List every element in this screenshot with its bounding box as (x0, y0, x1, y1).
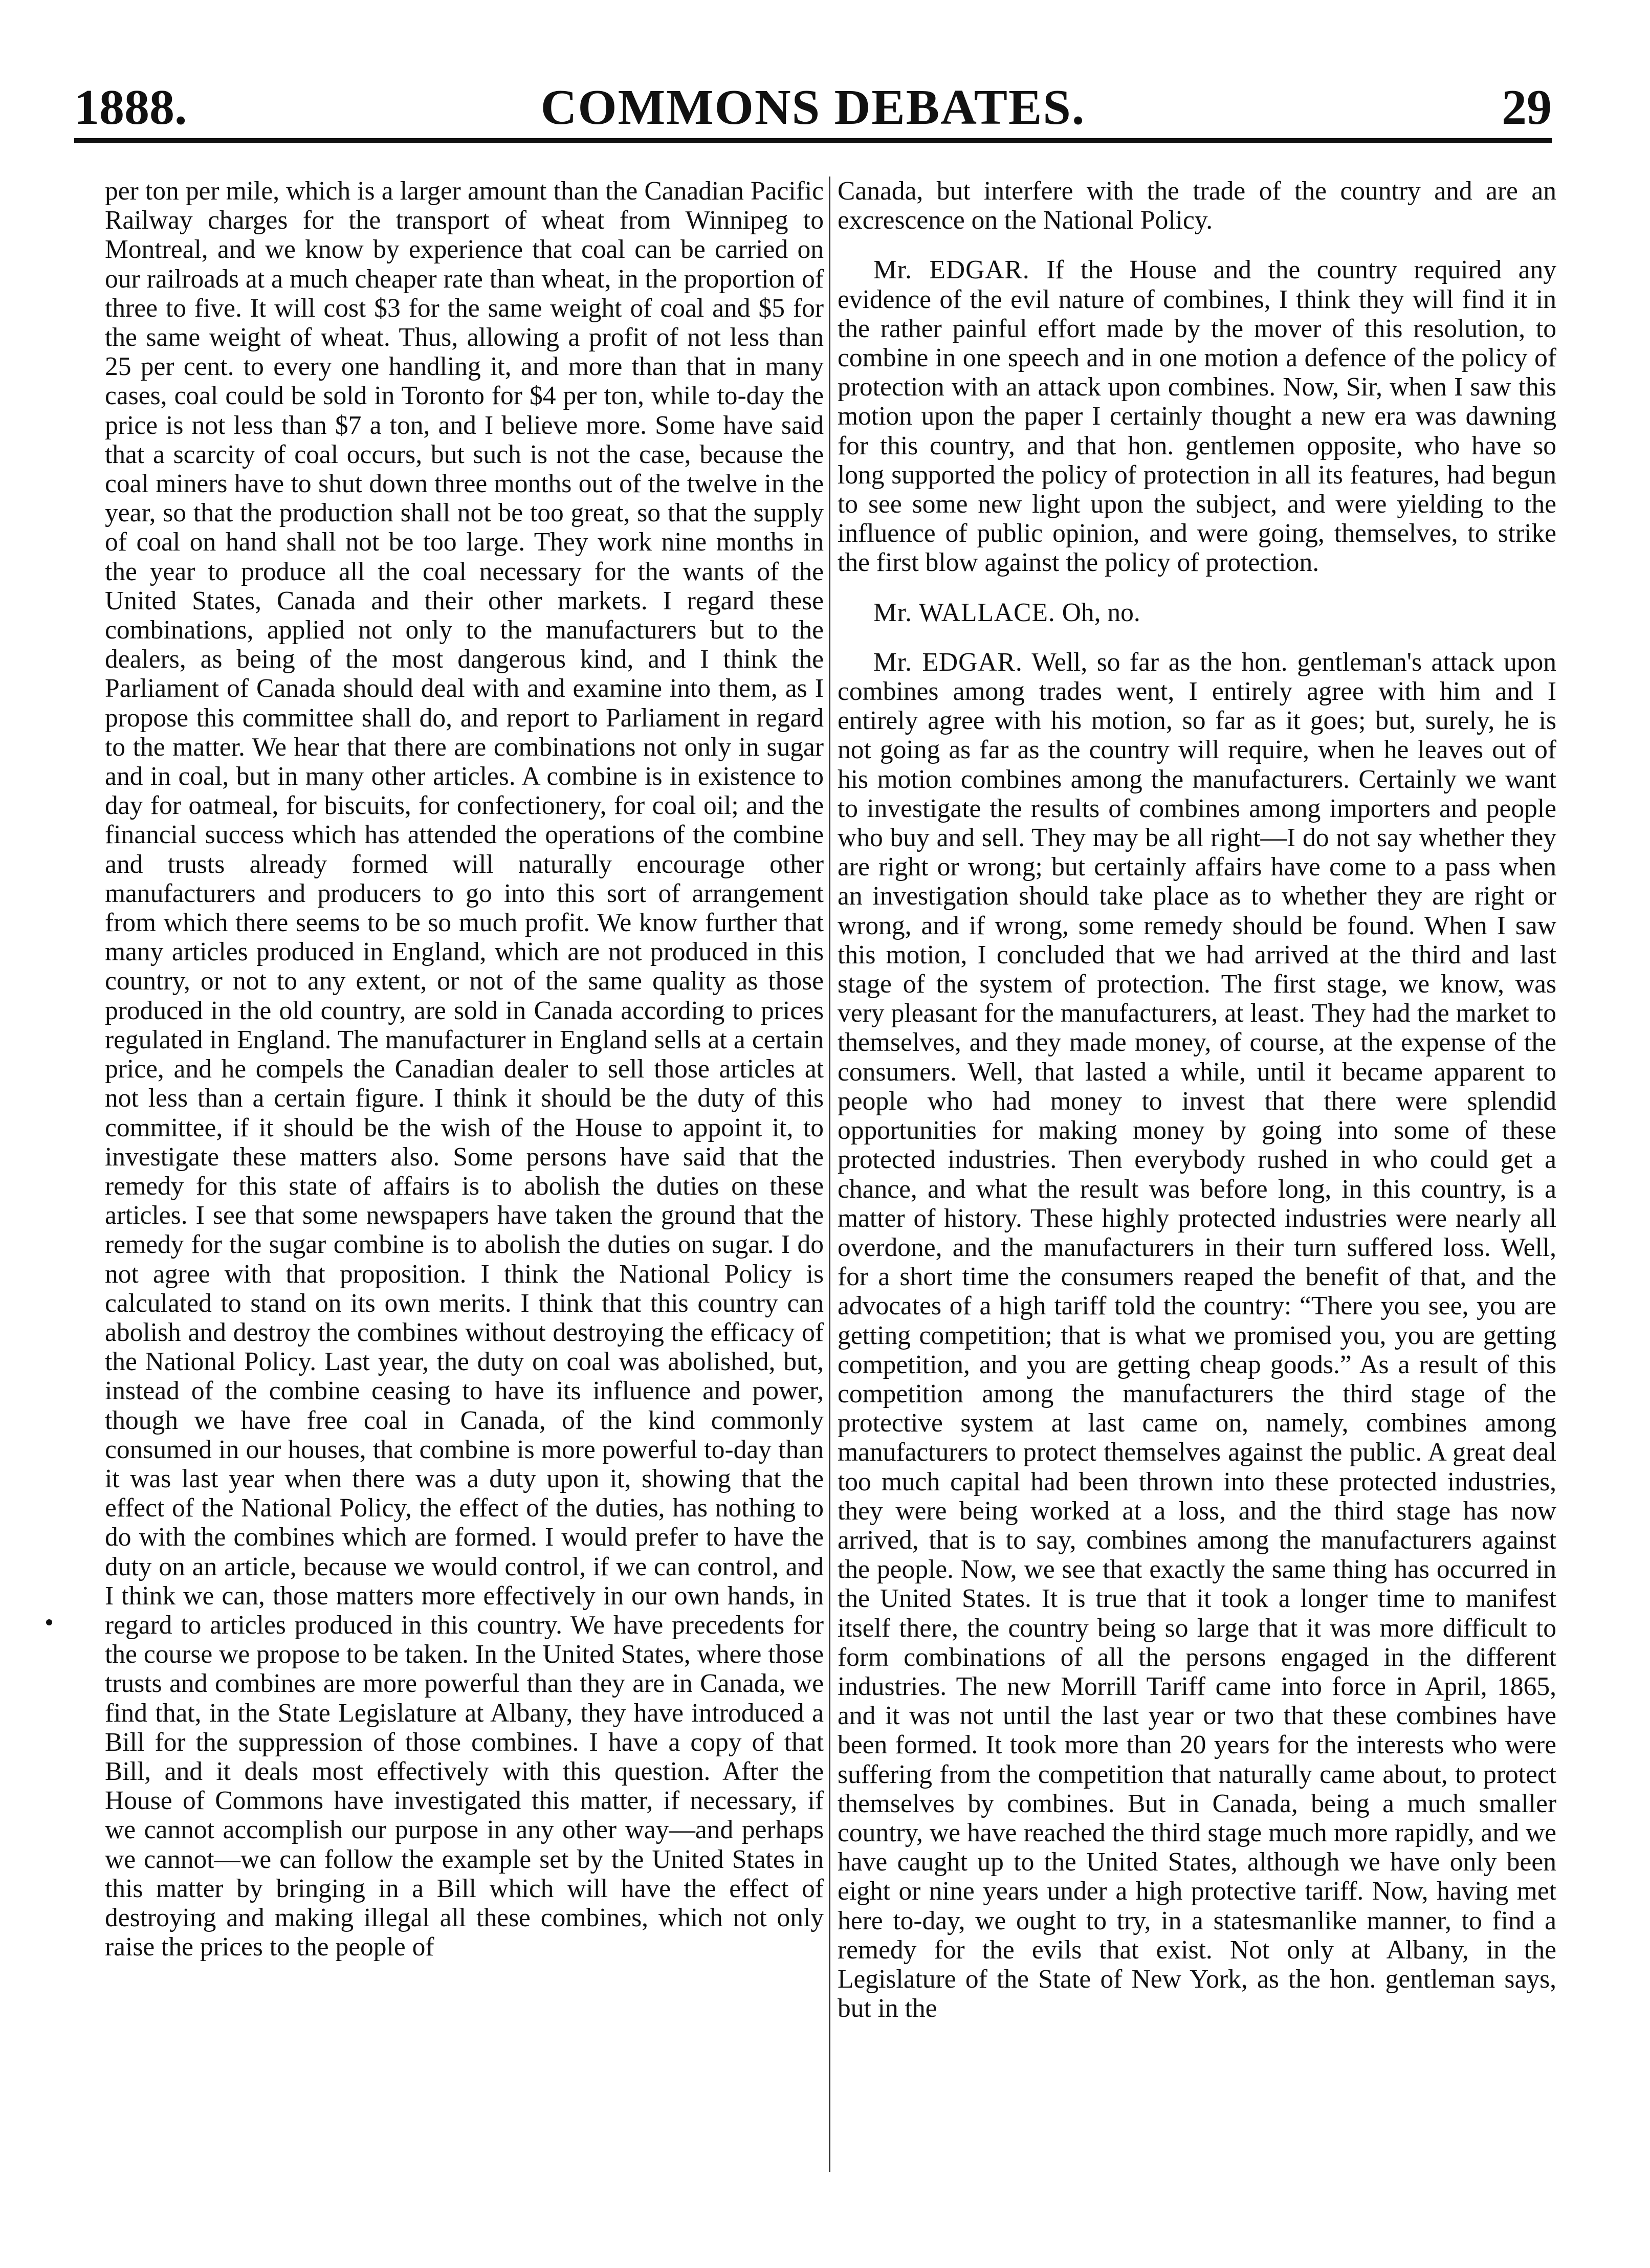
speaker-name: Mr. EDGAR. (873, 255, 1030, 285)
page-header (74, 77, 1552, 143)
right-para-2 (838, 255, 1556, 577)
speaker-name: Mr. EDGAR. (873, 647, 1023, 677)
header-title: COMMONS DEBATES. (540, 80, 1086, 135)
right-para-1: Canada, but interfere with the trade of the country and are an excrescence on the National Policy. (838, 177, 1556, 235)
header-page-number: 29 (1502, 80, 1552, 135)
column-divider (829, 177, 830, 2172)
right-column (838, 177, 1556, 2043)
left-column-text: per ton per mile, which is a larger amount than the Canadian Pacific Railway charges for the transport of wheat from Winnipeg to Montreal, and we know by experience that coal can be carried on our railroads at a much cheaper rate than wheat, in the proportion of three to five. It will cost $3 for the same weight of coal and $5 for the same weight of wheat. Thus, allowing a profit of not less than 25 per cent. to every one handling it, and more than that in many cases, coal could be sold in Toronto for $4 per ton, while to-day the price is not less than $7 a ton, and I believe more. Some have said that a scarcity of coal occurs, but such is not the case, because the coal miners have to shut down three months out of the twelve in the year, so that the production shall not be too great, so that the supply of coal on hand shall not be too large. They work nine months in the year to produce all the coal necessary for the wants of the United States, Canada and their other markets. I regard these combinations, applied not only to the manufacturers but to the dealers, as being of the most dangerous kind, and I think the Parliament of Canada should deal with and examine into them, as I propose this committee shall do, and report to Parliament in regard to the matter. We hear that there are combinations not only in sugar and in coal, but in many other articles. A combine is in existence to day for oatmeal, for biscuits, for confectionery, for coal oil; and the financial success which has attended the operations of the combine and trusts already formed will naturally encourage other manufacturers and producers to go into this sort of arrangement from which there seems to be so much profit. We know further that many articles produced in England, which are not produced in this country, or not to any extent, or not of the same quality as those produced in the old country, are sold in Canada according to prices regulated in England. The manufacturer in England sells at a certain price, and he compels the Canadian dealer to sell those articles at not less than a certain figure. I think it should be the duty of this committee, if it should be the wish of the House to appoint it, to investigate these matters also. Some persons have said that the remedy for this state of affairs is to abolish the duties on these articles. I see that some newspapers have taken the ground that the remedy for the sugar combine is to abolish the duties on sugar. I do not agree with that proposition. I think the National Policy is calculated to stand on its own merits. I think that this country can abolish and destroy the combines without destroying the efficacy of the National Policy. Last year, the duty on coal was abolished, but, instead of the combine ceasing to have its influence and power, though we have free coal in Canada, of the kind commonly consumed in our houses, that combine is more powerful to-day than it was last year when there was a duty upon it, showing that the effect of the National Policy, the effect of the duties, has nothing to do with the combines which are formed. I would prefer to have the duty on an article, because we would control, if we can control, and I think we can, those matters more effectively in our own hands, in regard to articles produced in this country. We have precedents for the course we propose to be taken. In the United States, where those trusts and combines are more powerful than they are in Canada, we find that, in the State Legislature at Albany, they have introduced a Bill for the suppression of those combines. I have a copy of that Bill, and it deals most effectively with this question. After the House of Commons have investigated this matter, if necessary, if we cannot accomplish our purpose in any other way—and perhaps we cannot—we can follow the example set by the United States in this matter by bringing in a Bill which will have the effect of destroying and making illegal all these combines, which not only raise the prices to the people of (105, 177, 824, 1962)
speech-text: If the House and the country required any evidence of the evil nature of combines, I think they will find it in the rather painful effort made by the mover of this resolution, to combine in one speech and in one motion a defence of the policy of protection with an attack upon combines. Now, Sir, when I saw this motion upon the paper I certainly thought a new era was dawning for this country, and that hon. gentlemen opposite, who have so long supported the policy of protection in all its features, had begun to see some new light upon the subject, and were yielding to the influence of public opinion, and were going, themselves, to strike the first blow against the policy of protection. (838, 255, 1556, 578)
speech-text: Oh, no. (1055, 598, 1140, 627)
right-para-4 (838, 648, 1556, 2023)
speech-text: Well, so far as the hon. gentleman's attack upon combines among trades went, I entirely agree with him and I entirely agree with his motion, so far as it goes; but, surely, he is not going as far as the country will require, when he leaves out of his motion combines among the manufacturers. Certainly we want to investigate the results of combines among importers and people who buy and sell. They may be all right—I do not say whether they are right or wrong; but certainly affairs have come to a pass when an investigation should take place as to whether they are right or wrong, and if wrong, some remedy should be found. When I saw this motion, I concluded that we had arrived at the third and last stage of the system of protection. The first stage, we know, was very pleasant for the manufacturers, at least. They had the market to themselves, and they made money, of course, at the expense of the consumers. Well, that lasted a while, until it became apparent to people who had money to invest that there were splendid opportunities for making money by going into some of these protected industries. Then everybody rushed in who could get a chance, and what the result was before long, in this country, is a matter of history. These highly protected industries were nearly all overdone, and the manufacturers in their turn suffered loss. Well, for a short time the consumers reaped the benefit of that, and the advocates of a high tariff told the country: “There you see, you are getting competition; that is what we promised you, you are getting competition, and you are getting cheap goods.” As a result of this competition among the manufacturers the third stage of the protective system at last came on, namely, combines among manufacturers to protect themselves against the public. A great deal too much capital had been thrown into these protected industries, they were being worked at a loss, and the third stage has now arrived, that is to say, combines among the manufacturers against the people. Now, we see that exactly the same thing has occurred in the United States. It is true that it took a longer time to manifest itself there, the country being so large that it was more difficult to form combinations of all the persons engaged in the different industries. The new Morrill Tariff came into force in April, 1865, and it was not until the last year or two that these combines have been formed. It took more than 20 years for the interests who were suffering from the competition that naturally came about, to protect themselves by combines. But in Canada, being a much smaller country, we have reached the third stage much more rapidly, and we have caught up to the United States, although we have only been eight or nine years under a high protective tariff. Now, having met here to-day, we ought to try, in a statesmanlike manner, to find a remedy for the evils that exist. Not only at Albany, in the Legislature of the State of New York, as the hon. gentleman says, but in the (838, 647, 1557, 2023)
left-column (105, 177, 824, 1962)
header-year: 1888. (74, 80, 187, 135)
margin-mark (46, 1619, 52, 1625)
right-para-3 (838, 598, 1556, 627)
speaker-name: Mr. WALLACE. (873, 598, 1055, 627)
header-rule (74, 138, 1552, 143)
